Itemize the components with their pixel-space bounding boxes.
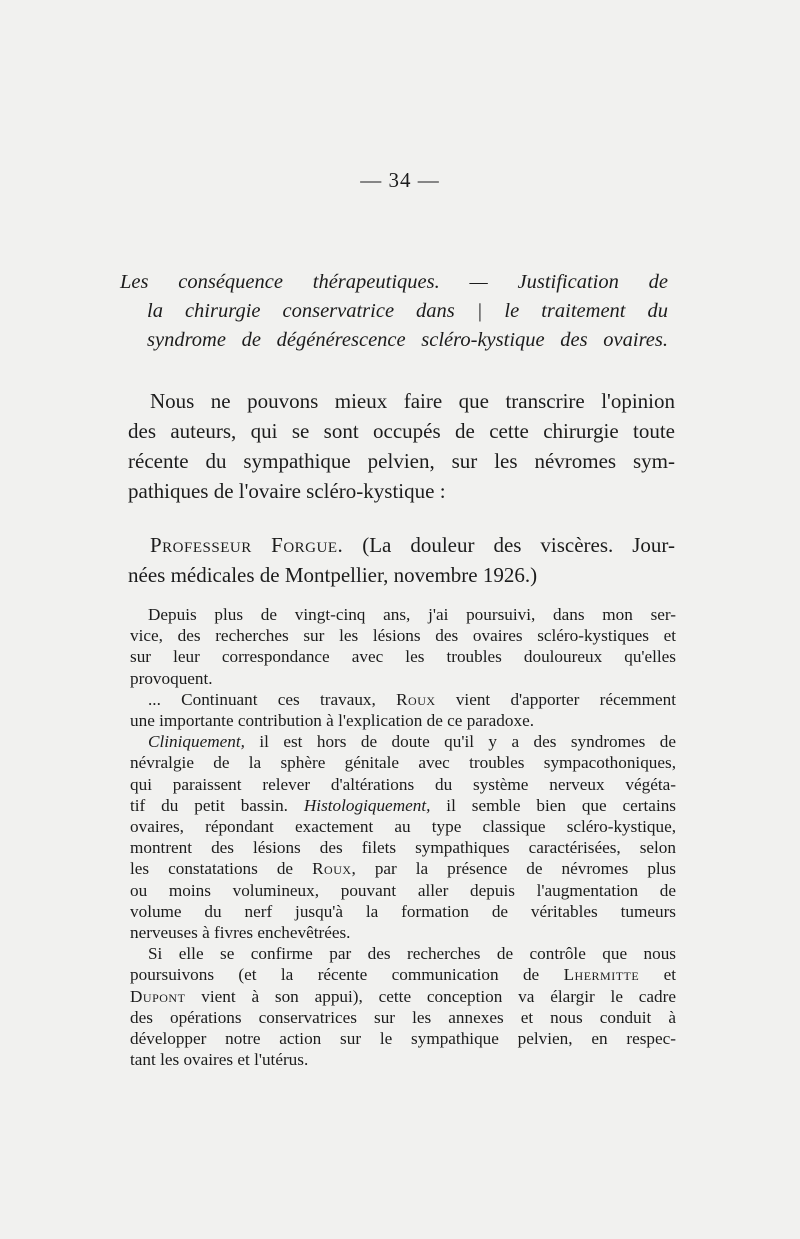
- quote-line: [130, 689, 676, 710]
- text-run: vient à son appui), cette conception va élargir le cadre: [185, 986, 676, 1006]
- author-name: Dupont: [130, 986, 186, 1006]
- author-name: Roux: [396, 689, 436, 709]
- quote-line: ovaires, répondant exactement au type classique scléro-kystique,: [130, 817, 676, 837]
- quote-line: [130, 986, 676, 1007]
- text-run: et: [639, 965, 676, 985]
- citation-line: [128, 530, 675, 560]
- quoted-passage: [130, 604, 676, 1070]
- quote-line: [130, 795, 676, 816]
- citation: [128, 530, 675, 590]
- text-run: ... Continuant ces travaux,: [148, 689, 397, 709]
- quote-line: vice, des recherches sur les lésions des ovaires scléro-kystiques et: [130, 626, 676, 646]
- quote-line: névralgie de la sphère génitale avec troubles sympacothoniques,: [130, 753, 676, 773]
- quote-line: Si elle se confirme par des recherches de contrôle que nous: [148, 944, 676, 964]
- citation-author: Professeur Forgue.: [150, 533, 344, 557]
- quote-line: [130, 858, 676, 879]
- quote-line: provoquent.: [130, 668, 213, 688]
- quote-line: Depuis plus de vingt-cinq ans, j'ai poursuivi, dans mon ser-: [148, 605, 676, 624]
- heading-line: syndrome de dégénérescence scléro-kystique des ovaires.: [147, 329, 668, 351]
- author-name: Roux: [312, 859, 352, 879]
- quote-line: sur leur correspondance avec les troubles douloureux qu'elles: [130, 647, 676, 667]
- quote-line: volume du nerf jusqu'à la formation de véritables tumeurs: [130, 901, 676, 921]
- intro-line: des auteurs, qui se sont occupés de cette chirurgie toute: [128, 419, 675, 443]
- quote-line: qui paraissent relever d'altérations du système nerveux végéta-: [130, 774, 676, 794]
- quote-line: montrent des lésions des filets sympathiques caractérisées, selon: [130, 838, 676, 858]
- emphasis: Cliniquement,: [148, 732, 245, 752]
- page-number: — 34 —: [360, 168, 440, 192]
- text-run: il semble bien que certains: [430, 795, 676, 815]
- section-heading: [120, 268, 668, 355]
- quote-line: [130, 731, 676, 752]
- text-run: poursuivons (et la récente communication de: [130, 965, 564, 985]
- quote-line: des opérations conservatrices sur les annexes et nous conduit à: [130, 1007, 676, 1027]
- intro-line: pathiques de l'ovaire scléro-kystique :: [128, 479, 446, 503]
- quote-line: [130, 964, 676, 985]
- text-run: , par la présence de névromes plus: [351, 859, 676, 879]
- emphasis: Histologiquement,: [303, 795, 431, 815]
- citation-source: (La douleur des viscères. Jour-: [343, 533, 675, 557]
- quote-line: développer notre action sur le sympathique pelvien, en respec-: [130, 1029, 676, 1049]
- text-run: il est hors de doute qu'il y a des syndromes de: [244, 732, 676, 752]
- text-run: les constatations de: [130, 859, 313, 879]
- citation-line: nées médicales de Montpellier, novembre 1926.): [128, 563, 538, 587]
- heading-line: la chirurgie conservatrice dans | le traitement du: [147, 300, 668, 322]
- quote-line: nerveuses à fivres enchevêtrées.: [130, 923, 351, 943]
- intro-line: Nous ne pouvons mieux faire que transcrire l'opinion: [150, 389, 675, 413]
- quote-line: tant les ovaires et l'utérus.: [130, 1050, 309, 1070]
- quote-line: ou moins volumineux, pouvant aller depuis l'augmentation de: [130, 880, 676, 900]
- intro-paragraph: [128, 386, 675, 506]
- quote-line: une importante contribution à l'explication de ce paradoxe.: [130, 711, 534, 731]
- text-run: tif du petit bassin.: [130, 795, 304, 815]
- text-run: vient d'apporter récemment: [435, 689, 676, 709]
- author-name: Lhermitte: [563, 965, 640, 985]
- intro-line: récente du sympathique pelvien, sur les névromes sym-: [128, 449, 675, 473]
- heading-line: Les conséquence thérapeutiques. — Justification de: [120, 271, 668, 293]
